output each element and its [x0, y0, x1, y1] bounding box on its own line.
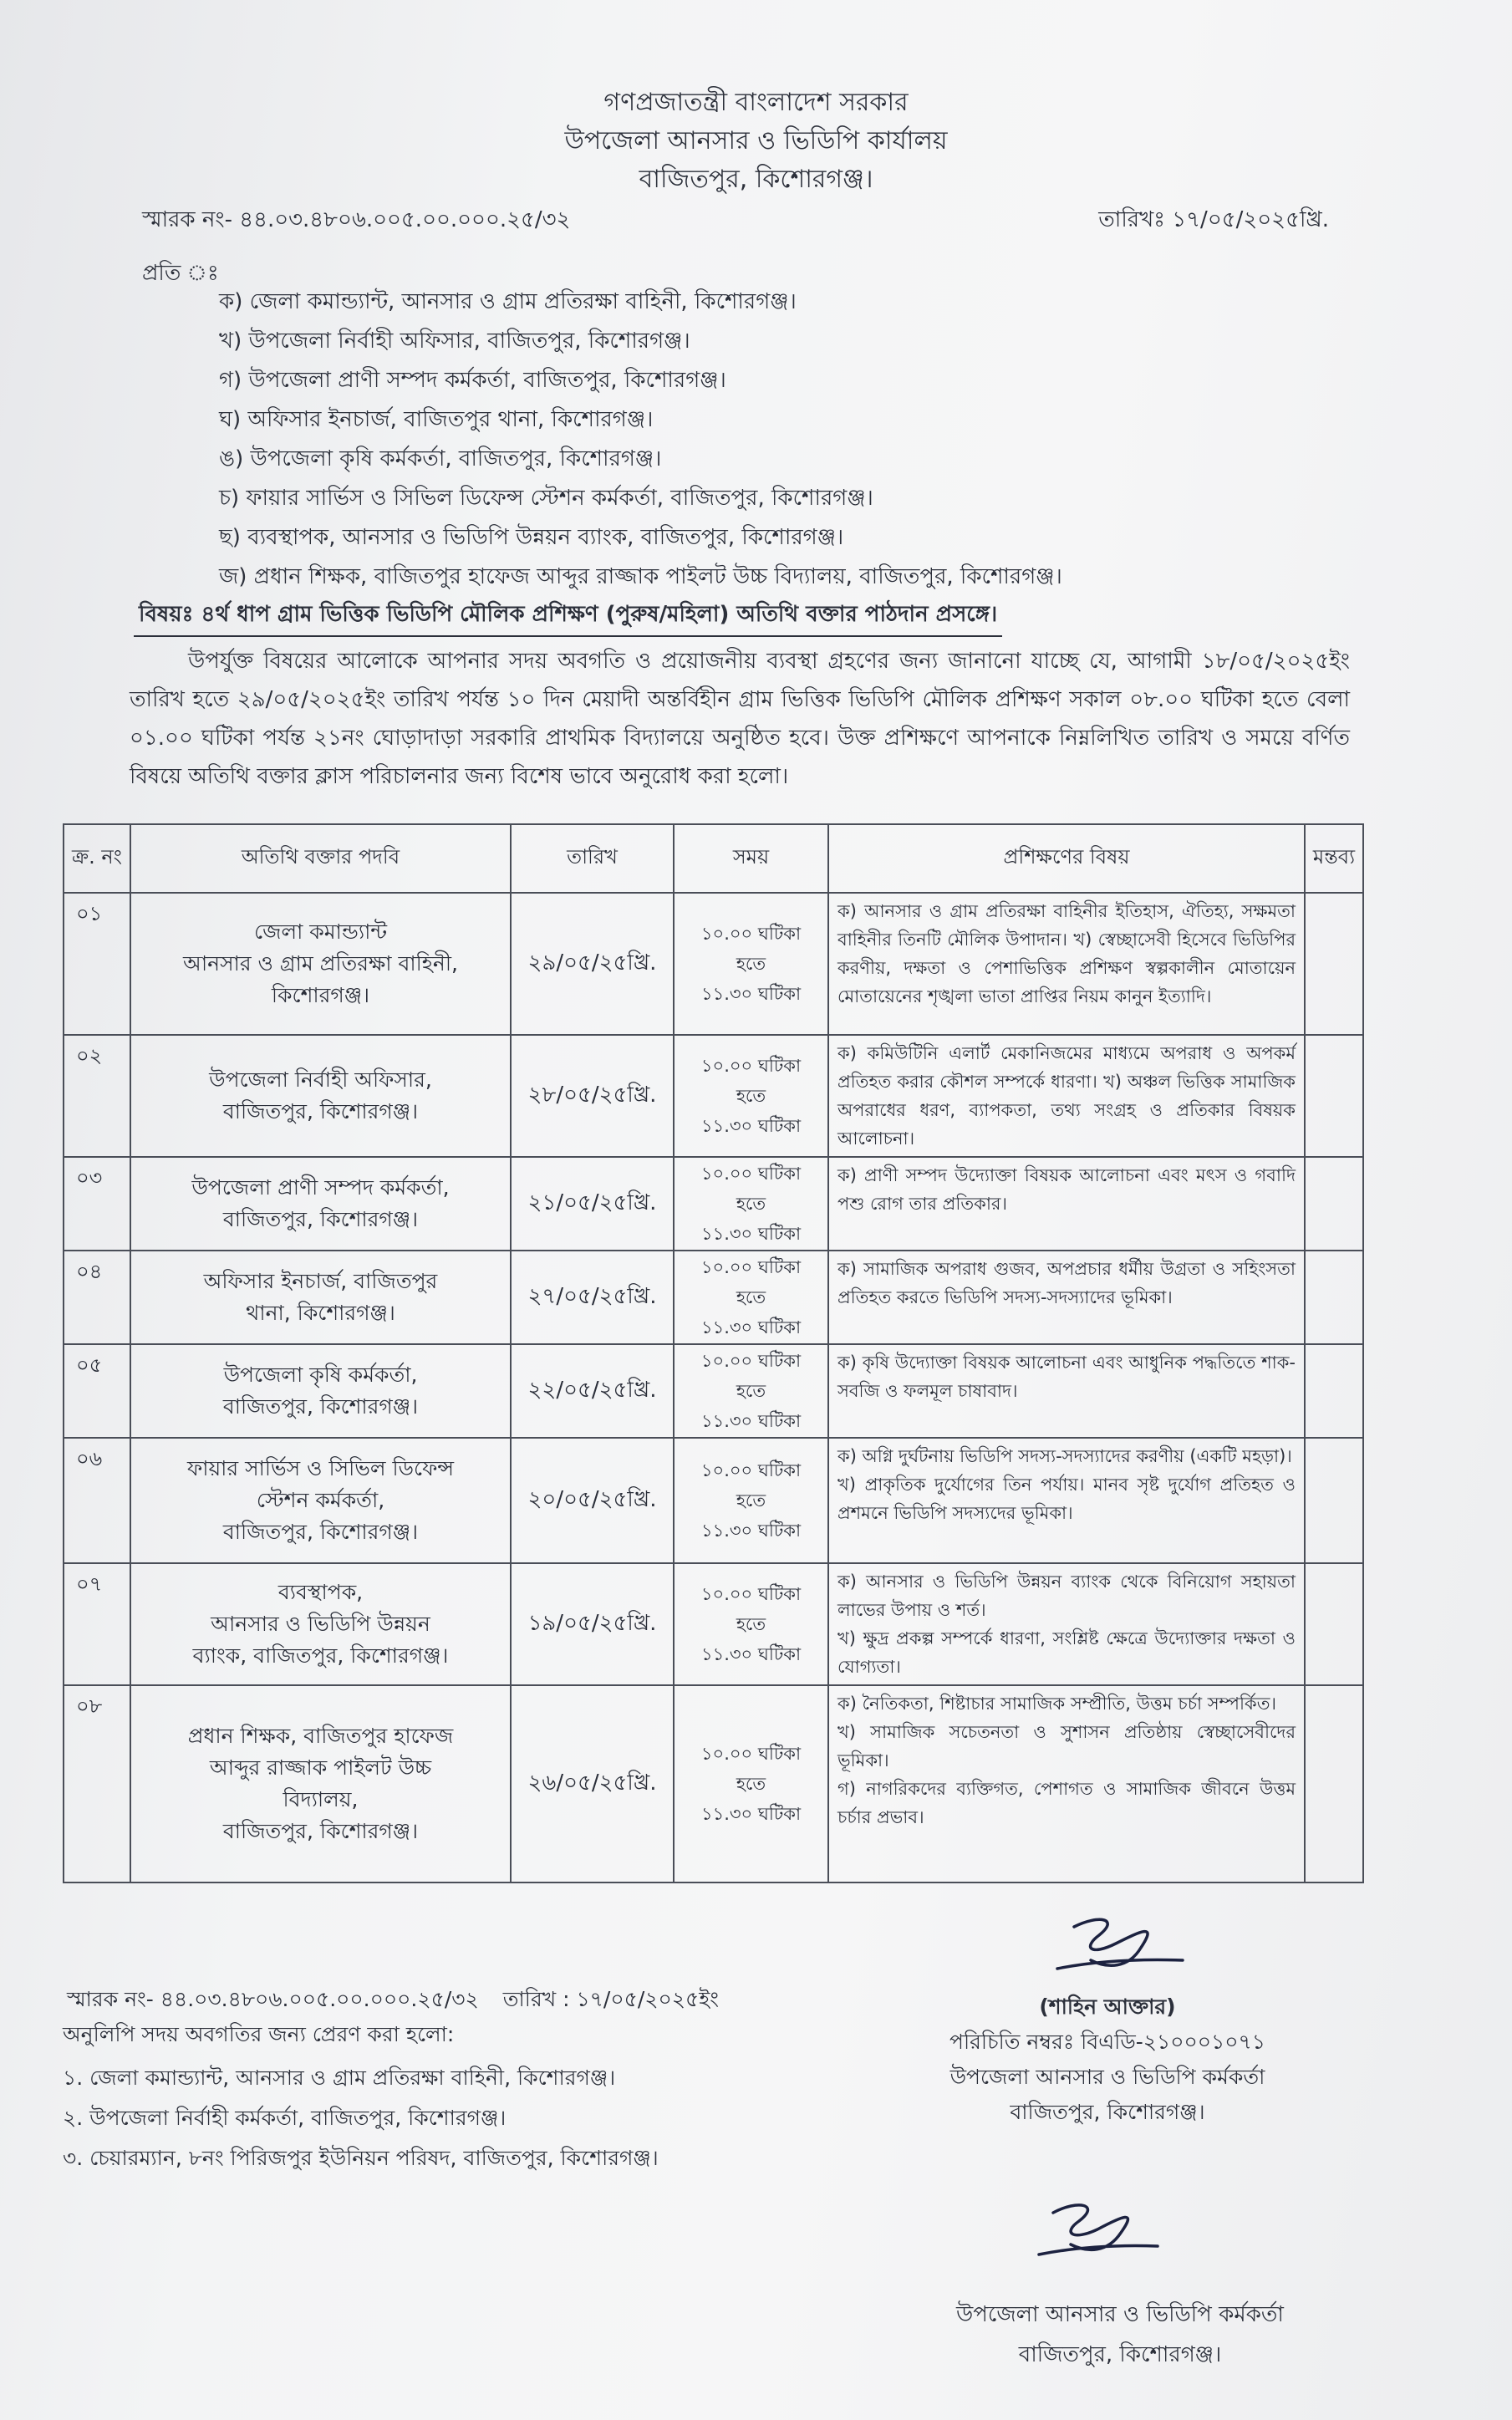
- copy-memo-date: তারিখ : ১৭/০৫/২০২৫ইং: [502, 1987, 719, 2011]
- cell-sl: ০৭: [64, 1563, 130, 1685]
- table-row: [64, 1563, 1363, 1685]
- topic-line: ক) আনসার ও ভিডিপি উন্নয়ন ব্যাংক থেকে বিনিয়োগ সহায়তা লাভের উপায় ও শর্ত।: [837, 1572, 1296, 1620]
- copy-item: ১. জেলা কমান্ড্যান্ট, আনসার ও গ্রাম প্রতিরক্ষা বাহিনী, কিশোরগঞ্জ।: [63, 2066, 616, 2090]
- designation-line: ব্যবস্থাপক,: [277, 1580, 364, 1604]
- cell-designation: [130, 893, 511, 1035]
- time-line: হতে: [736, 1194, 766, 1214]
- time-line: ১০.০০ ঘটিকা: [700, 1164, 802, 1184]
- designation-line: বাজিতপুর, কিশোরগঞ্জ।: [222, 1819, 419, 1843]
- subject-line: বিষয়ঃ ৪র্থ ধাপ গ্রাম ভিত্তিক ভিডিপি মৌলিক প্রশিক্ষণ (পুরুষ/মহিলা) অতিথি বক্তার পাঠদান প্রসঙ্গে।: [134, 595, 1002, 637]
- cell-time: [674, 1157, 828, 1251]
- cell-topic: [828, 1157, 1305, 1251]
- table-row: [64, 1035, 1363, 1157]
- memo-line: [142, 202, 1329, 239]
- cell-sl: ০৬: [64, 1438, 130, 1563]
- designation-line: আনসার ও ভিডিপি উন্নয়ন: [211, 1612, 430, 1636]
- cell-topic: [828, 1438, 1305, 1563]
- cell-time: [674, 893, 828, 1035]
- cell-designation: [130, 1685, 511, 1883]
- recipient-item: ঙ) উপজেলা কৃষি কর্মকর্তা, বাজিতপুর, কিশোরগঞ্জ।: [219, 446, 662, 471]
- copy-list: [63, 2058, 659, 2178]
- time-line: হতে: [736, 1381, 766, 1401]
- cell-topic: [828, 893, 1305, 1035]
- signature-scribble-icon: [1024, 2194, 1166, 2270]
- signature-block-2: [869, 2295, 1371, 2375]
- col-header-sl: ক্র. নং: [64, 824, 130, 893]
- designation-line: বাজিতপুর, কিশোরগঞ্জ।: [222, 1207, 419, 1231]
- designation-line: ব্যাংক, বাজিতপুর, কিশোরগঞ্জ।: [192, 1643, 449, 1668]
- cell-date: ২৭/০৫/২৫খ্রি.: [511, 1251, 674, 1344]
- table-row: [64, 1685, 1363, 1883]
- recipient-item: চ) ফায়ার সার্ভিস ও সিভিল ডিফেন্স স্টেশন কর্মকর্তা, বাজিতপুর, কিশোরগঞ্জ।: [219, 486, 873, 511]
- col-header-date: তারিখ: [511, 824, 674, 893]
- cell-date: ১৯/০৫/২৫খ্রি.: [511, 1563, 674, 1685]
- recipient-item: গ) উপজেলা প্রাণী সম্পদ কর্মকর্তা, বাজিতপুর, কিশোরগঞ্জ।: [219, 368, 726, 393]
- cell-topic: [828, 1563, 1305, 1685]
- recipient-item: ঘ) অফিসার ইনচার্জ, বাজিতপুর থানা, কিশোরগঞ্জ।: [219, 407, 654, 432]
- cell-topic: [828, 1035, 1305, 1157]
- time-line: ১১.৩০ ঘটিকা: [700, 1116, 802, 1136]
- topic-line: ক) প্রাণী সম্পদ উদ্যোক্তা বিষয়ক আলোচনা এবং মৎস ও গবাদি পশু রোগ তার প্রতিকার।: [837, 1165, 1296, 1214]
- cell-topic: [828, 1344, 1305, 1438]
- table-header-row: [64, 824, 1363, 893]
- cell-remarks: [1305, 893, 1363, 1035]
- cell-remarks: [1305, 1685, 1363, 1883]
- time-line: ১০.০০ ঘটিকা: [700, 1351, 802, 1371]
- signatory2-place: বাজিতপুর, কিশোরগঞ্জ।: [1018, 2342, 1222, 2367]
- cell-designation: [130, 1157, 511, 1251]
- office-title: উপজেলা আনসার ও ভিডিপি কার্যালয়: [564, 126, 948, 155]
- cell-time: [674, 1685, 828, 1883]
- cell-sl: ০২: [64, 1035, 130, 1157]
- cell-sl: ০৪: [64, 1251, 130, 1344]
- cell-time: [674, 1438, 828, 1563]
- time-line: ১১.৩০ ঘটিকা: [700, 1804, 802, 1824]
- signatory-designation: উপজেলা আনসার ও ভিডিপি কর্মকর্তা: [949, 2065, 1265, 2089]
- memo-date: তারিখঃ ১৭/০৫/২০২৫খ্রি.: [1098, 207, 1329, 232]
- topic-line: খ) প্রাকৃতিক দুর্যোগের তিন পর্যায়। মানব সৃষ্ট দুর্যোগ প্রতিহত ও প্রশমনে ভিডিপি সদস্যদের ভূমিকা।: [837, 1475, 1296, 1523]
- copy-item: ৩. চেয়ারম্যান, ৮নং পিরিজপুর ইউনিয়ন পরিষদ, বাজিতপুর, কিশোরগঞ্জ।: [63, 2146, 659, 2170]
- cell-time: [674, 1035, 828, 1157]
- government-title: গণপ্রজাতন্ত্রী বাংলাদেশ সরকার: [603, 88, 909, 117]
- letterhead: [0, 84, 1512, 199]
- schedule-table: [63, 823, 1364, 1883]
- topic-line: ক) সামাজিক অপরাধ গুজব, অপপ্রচার ধর্মীয় উগ্রতা ও সহিংসতা প্রতিহত করতে ভিডিপি সদস্য-সদস্যাদের ভূমিকা।: [837, 1259, 1296, 1307]
- time-line: হতে: [736, 1287, 766, 1307]
- time-line: ১১.৩০ ঘটিকা: [700, 984, 802, 1004]
- signature-mark-2: [1024, 2194, 1166, 2270]
- cell-time: [674, 1563, 828, 1685]
- cell-remarks: [1305, 1344, 1363, 1438]
- time-line: হতে: [736, 1774, 766, 1794]
- time-line: হতে: [736, 1614, 766, 1634]
- cell-date: ২১/০৫/২৫খ্রি.: [511, 1157, 674, 1251]
- recipient-list: [219, 283, 1062, 597]
- time-line: ১১.৩০ ঘটিকা: [700, 1521, 802, 1541]
- designation-line: বিদ্যালয়,: [283, 1787, 359, 1811]
- designation-line: স্টেশন কর্মকর্তা,: [256, 1488, 385, 1512]
- table-row: [64, 1438, 1363, 1563]
- designation-line: আনসার ও গ্রাম প্রতিরক্ষা বাহিনী,: [183, 951, 458, 976]
- designation-line: কিশোরগঞ্জ।: [271, 983, 370, 1007]
- copy-memo-number: স্মারক নং- ৪৪.০৩.৪৮০৬.০০৫.০০.০০০.২৫/৩২: [67, 1987, 479, 2011]
- cell-date: ২৮/০৫/২৫খ্রি.: [511, 1035, 674, 1157]
- topic-line: ক) নৈতিকতা, শিষ্টাচার সামাজিক সম্প্রীতি, উত্তম চর্চা সম্পর্কিত।: [837, 1694, 1276, 1714]
- time-line: ১০.০০ ঘটিকা: [700, 1584, 802, 1604]
- cell-topic: [828, 1685, 1305, 1883]
- designation-line: বাজিতপুর, কিশোরগঞ্জ।: [222, 1394, 419, 1419]
- recipient-item: খ) উপজেলা নির্বাহী অফিসার, বাজিতপুর, কিশোরগঞ্জ।: [219, 329, 690, 354]
- recipient-item: জ) প্রধান শিক্ষক, বাজিতপুর হাফেজ আব্দুর রাজ্জাক পাইলট উচ্চ বিদ্যালয়, বাজিতপুর, কিশোরগঞ্জ।: [219, 564, 1062, 589]
- topic-line: ক) আনসার ও গ্রাম প্রতিরক্ষা বাহিনীর ইতিহাস, ঐতিহ্য, সক্ষমতা বাহিনীর তিনটি মৌলিক উপাদান। খ) স্বেচ্ছাসেবী হিসেবে ভিডিপির করণীয়, দক্ষতা ও পেশাভিত্তিক প্রশিক্ষণ স্বল্পকালীন মোতায়েন মোতায়েনের শৃঙ্খলা ভাতা প্রাপ্তির নিয়ম কানুন ইত্যাদি।: [837, 901, 1296, 1006]
- signature-scribble-icon: [1041, 1910, 1191, 1985]
- cell-remarks: [1305, 1157, 1363, 1251]
- signature-mark: [1041, 1910, 1191, 1985]
- cell-designation: [130, 1438, 511, 1563]
- designation-line: থানা, কিশোরগঞ্জ।: [246, 1301, 395, 1325]
- topic-line: ক) অগ্নি দুর্ঘটনায় ভিডিপি সদস্য-সদস্যাদের করণীয় (একটি মহড়া)।: [837, 1446, 1292, 1466]
- recipient-item: ছ) ব্যবস্থাপক, আনসার ও ভিডিপি উন্নয়ন ব্যাংক, বাজিতপুর, কিশোরগঞ্জ।: [219, 525, 844, 550]
- cell-designation: [130, 1035, 511, 1157]
- copy-intro: অনুলিপি সদয় অবগতির জন্য প্রেরণ করা হলো:: [63, 2022, 455, 2046]
- time-line: ১০.০০ ঘটিকা: [700, 924, 802, 944]
- cell-sl: ০৮: [64, 1685, 130, 1883]
- time-line: ১১.৩০ ঘটিকা: [700, 1644, 802, 1664]
- cell-date: ২০/০৫/২৫খ্রি.: [511, 1438, 674, 1563]
- col-header-time: সময়: [674, 824, 828, 893]
- time-line: ১০.০০ ঘটিকা: [700, 1460, 802, 1480]
- designation-line: বাজিতপুর, কিশোরগঞ্জ।: [222, 1520, 419, 1544]
- table-row: [64, 1157, 1363, 1251]
- designation-line: আব্দুর রাজ্জাক পাইলট উচ্চ: [209, 1755, 432, 1780]
- cell-sl: ০৩: [64, 1157, 130, 1251]
- cell-sl: ০৫: [64, 1344, 130, 1438]
- time-line: ১০.০০ ঘটিকা: [700, 1257, 802, 1277]
- cell-remarks: [1305, 1563, 1363, 1685]
- topic-line: খ) সামাজিক সচেতনতা ও সুশাসন প্রতিষ্ঠায় স্বেচ্ছাসেবীদের ভূমিকা।: [837, 1722, 1296, 1770]
- cell-time: [674, 1251, 828, 1344]
- table-row: [64, 1251, 1363, 1344]
- cell-topic: [828, 1251, 1305, 1344]
- cell-date: ২৯/০৫/২৫খ্রি.: [511, 893, 674, 1035]
- designation-line: উপজেলা প্রাণী সম্পদ কর্মকর্তা,: [191, 1175, 450, 1200]
- designation-line: বাজিতপুর, কিশোরগঞ্জ।: [222, 1099, 419, 1123]
- signatory-place: বাজিতপুর, কিশোরগঞ্জ।: [1010, 2100, 1205, 2124]
- topic-line: খ) ক্ষুদ্র প্রকল্প সম্পর্কে ধারণা, সংশ্লিষ্ট ক্ষেত্রে উদ্যোক্তার দক্ষতা ও যোগ্যতা।: [837, 1628, 1296, 1677]
- copy-item: ২. উপজেলা নির্বাহী কর্মকর্তা, বাজিতপুর, কিশোরগঞ্জ।: [63, 2106, 507, 2130]
- table-row: [64, 1344, 1363, 1438]
- cell-remarks: [1305, 1251, 1363, 1344]
- topic-line: ক) কমিউটিনি এলার্ট মেকানিজমের মাধ্যমে অপরাধ ও অপকর্ম প্রতিহত করার কৌশল সম্পর্কে ধারণা। খ) অঞ্চল ভিত্তিক সামাজিক অপরাধের ধরণ, ব্যাপকতা, তথ্য সংগ্রহ ও প্রতিকার বিষয়ক আলোচনা।: [837, 1043, 1296, 1149]
- memo-number: স্মারক নং- ৪৪.০৩.৪৮০৬.০০৫.০০.০০০.২৫/৩২: [142, 207, 571, 232]
- cell-designation: [130, 1563, 511, 1685]
- col-header-designation: অতিথি বক্তার পদবি: [130, 824, 511, 893]
- recipient-item: ক) জেলা কমান্ড্যান্ট, আনসার ও গ্রাম প্রতিরক্ষা বাহিনী, কিশোরগঞ্জ।: [219, 289, 797, 314]
- col-header-remarks: মন্তব্য: [1305, 824, 1363, 893]
- copy-memo-line: [67, 1983, 719, 2019]
- cell-time: [674, 1344, 828, 1438]
- time-line: হতে: [736, 1490, 766, 1511]
- signatory-id: পরিচিতি নম্বরঃ বিএডি-২১০০০১০৭১: [949, 2030, 1265, 2054]
- body-paragraph: উপর্যুক্ত বিষয়ের আলোকে আপনার সদয় অবগতি ও প্রয়োজনীয় ব্যবস্থা গ্রহণের জন্য জানানো যাচ্ছে যে, আগামী ১৮/০৫/২০২৫ইং তারিখ হতে ২৯/০৫/২০২৫ইং তারিখ পর্যন্ত ১০ দিন মেয়াদী অন্তর্বিহীন গ্রাম ভিত্তিক ভিডিপি মৌলিক প্রশিক্ষণ সকাল ০৮.০০ ঘটিকা হতে বেলা ০১.০০ ঘটিকা পর্যন্ত ২১নং ঘোড়াদাড়া সরকারি প্রাথমিক বিদ্যালয়ে অনুষ্ঠিত হবে। উক্ত প্রশিক্ষণে আপনাকে নিম্নলিখিত তারিখ ও সময়ে বর্ণিত বিষয়ে অতিথি বক্তার ক্লাস পরিচালনার জন্য বিশেষ ভাবে অনুরোধ করা হলো।: [130, 649, 1350, 789]
- designation-line: উপজেলা নির্বাহী অফিসার,: [209, 1067, 432, 1092]
- signatory2-designation: উপজেলা আনসার ও ভিডিপি কর্মকর্তা: [956, 2302, 1284, 2327]
- time-line: হতে: [736, 954, 766, 974]
- recipients-label: প্রতি ঃ: [142, 261, 219, 286]
- signatory-name: (শাহিন আক্তার): [1039, 1995, 1176, 2019]
- designation-line: অফিসার ইনচার্জ, বাজিতপুর: [203, 1269, 438, 1293]
- cell-date: ২৬/০৫/২৫খ্রি.: [511, 1685, 674, 1883]
- time-line: হতে: [736, 1086, 766, 1106]
- cell-designation: [130, 1344, 511, 1438]
- designation-line: প্রধান শিক্ষক, বাজিতপুর হাফেজ: [187, 1724, 454, 1748]
- time-line: ১১.৩০ ঘটিকা: [700, 1224, 802, 1244]
- time-line: ১১.৩০ ঘটিকা: [700, 1411, 802, 1431]
- designation-line: জেলা কমান্ড্যান্ট: [253, 920, 388, 944]
- topic-line: ক) কৃষি উদ্যোক্তা বিষয়ক আলোচনা এবং আধুনিক পদ্ধতিতে শাক-সবজি ও ফলমূল চাষাবাদ।: [837, 1353, 1296, 1401]
- cell-remarks: [1305, 1035, 1363, 1157]
- time-line: ১০.০০ ঘটিকা: [700, 1744, 802, 1764]
- cell-designation: [130, 1251, 511, 1344]
- col-header-topic: প্রশিক্ষণের বিষয়: [828, 824, 1305, 893]
- time-line: ১০.০০ ঘটিকা: [700, 1056, 802, 1076]
- topic-line: গ) নাগরিকদের ব্যক্তিগত, পেশাগত ও সামাজিক জীবনে উত্তম চর্চার প্রভাব।: [837, 1779, 1296, 1827]
- office-location: বাজিতপুর, কিশোরগঞ্জ।: [639, 165, 873, 194]
- cell-date: ২২/০৫/২৫খ্রি.: [511, 1344, 674, 1438]
- table-row: [64, 893, 1363, 1035]
- designation-line: উপজেলা কৃষি কর্মকর্তা,: [223, 1363, 418, 1387]
- cell-sl: ০১: [64, 893, 130, 1035]
- signature-block: [882, 1989, 1333, 2130]
- cell-remarks: [1305, 1438, 1363, 1563]
- designation-line: ফায়ার সার্ভিস ও সিভিল ডিফেন্স: [186, 1456, 455, 1480]
- time-line: ১১.৩০ ঘটিকা: [700, 1317, 802, 1337]
